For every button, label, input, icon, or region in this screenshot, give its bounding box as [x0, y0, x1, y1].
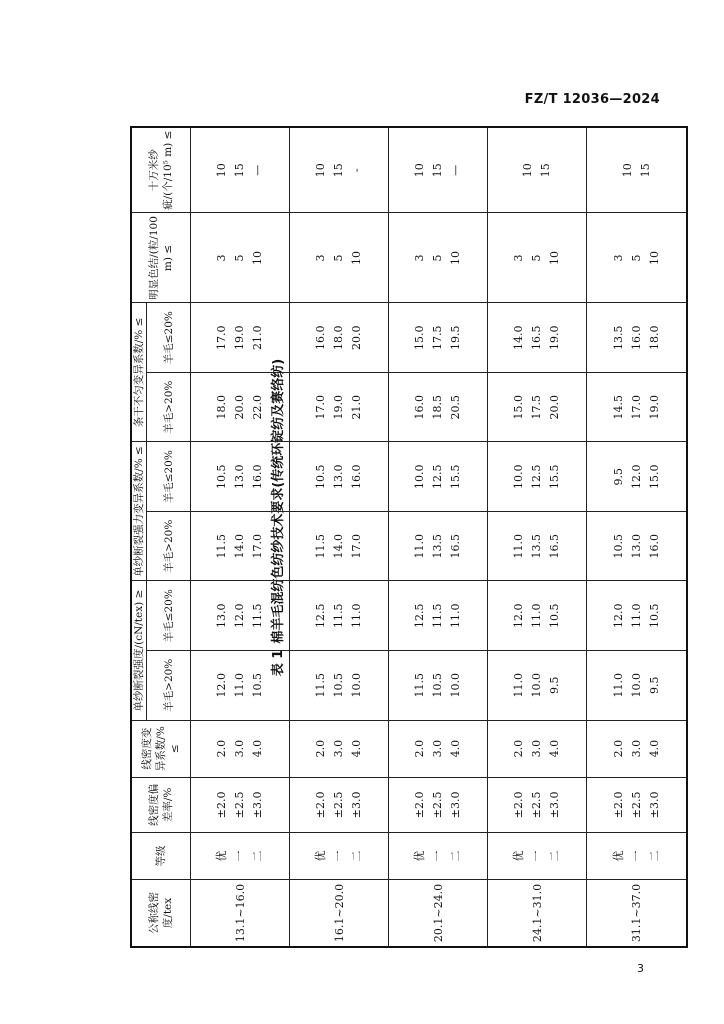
sub-wool-gt20: 羊毛>20% — [147, 372, 191, 442]
strength-cv-gt20-cell: 11.0 13.5 16.5 — [488, 511, 587, 581]
cv-cell: 2.0 3.0 4.0 — [389, 720, 488, 777]
strength-gt20-cell: 12.0 11.0 10.5 — [191, 651, 290, 721]
col-strength-cv: 单纱断裂强力变异系数/% ≤ — [131, 442, 147, 581]
dark-spots-cell: 3 5 10 — [587, 213, 687, 303]
sub-wool-le20: 羊毛≤20% — [147, 303, 191, 373]
cv-cell: 2.0 3.0 4.0 — [488, 720, 587, 777]
strength-le20-cell: 13.0 12.0 11.5 — [191, 581, 290, 651]
grade-cell: 优 一 二 — [587, 833, 687, 880]
evenness-gt20-cell: 18.0 20.0 22.0 — [191, 372, 290, 442]
density-cell: 20.1~24.0 — [389, 880, 488, 947]
col-cv: 线密度变异系数/% ≤ — [131, 720, 191, 777]
table-row-group — [191, 127, 290, 947]
evenness-le20-cell: 13.5 16.0 18.0 — [587, 303, 687, 373]
strength-cv-le20-cell: 10.5 13.0 16.0 — [191, 442, 290, 512]
table-row-group — [389, 127, 488, 947]
requirements-table — [130, 126, 688, 948]
deviation-cell: ±2.0 ±2.5 ±3.0 — [488, 777, 587, 832]
deviation-cell: ±2.0 ±2.5 ±3.0 — [191, 777, 290, 832]
table-row-group — [488, 127, 587, 947]
dark-spots-cell: 3 5 10 — [191, 213, 290, 303]
table-row-group — [587, 127, 687, 947]
grade-cell: 优 一 二 — [191, 833, 290, 880]
col-density: 公称线密度/tex — [131, 880, 191, 947]
grade-cell: 优 一 二 — [488, 833, 587, 880]
neps-cell: 10 15 — — [389, 127, 488, 213]
strength-cv-le20-cell: 10.0 12.5 15.5 — [488, 442, 587, 512]
col-grade: 等级 — [131, 833, 191, 880]
col-deviation: 线密度偏差率/% — [131, 777, 191, 832]
col-evenness-cv: 条干不匀变异系数/% ≤ — [131, 303, 147, 442]
strength-cv-le20-cell: 10.5 13.0 16.0 — [290, 442, 389, 512]
sub-wool-le20: 羊毛≤20% — [147, 581, 191, 651]
evenness-gt20-cell: 15.0 17.5 20.0 — [488, 372, 587, 442]
cv-cell: 2.0 3.0 4.0 — [290, 720, 389, 777]
evenness-gt20-cell: 14.5 17.0 19.0 — [587, 372, 687, 442]
cv-cell: 2.0 3.0 4.0 — [587, 720, 687, 777]
strength-cv-gt20-cell: 11.5 14.0 17.0 — [290, 511, 389, 581]
evenness-le20-cell: 14.0 16.5 19.0 — [488, 303, 587, 373]
evenness-le20-cell: 16.0 18.0 20.0 — [290, 303, 389, 373]
strength-le20-cell: 12.0 11.0 10.5 — [488, 581, 587, 651]
neps-cell: 10 15 - — [290, 127, 389, 213]
header-row-top — [131, 127, 147, 947]
strength-le20-cell: 12.5 11.5 11.0 — [389, 581, 488, 651]
neps-cell: 10 15 — [587, 127, 687, 213]
strength-gt20-cell: 11.5 10.5 10.0 — [290, 651, 389, 721]
deviation-cell: ±2.0 ±2.5 ±3.0 — [389, 777, 488, 832]
dark-spots-cell: 3 5 10 — [290, 213, 389, 303]
evenness-gt20-cell: 17.0 19.0 21.0 — [290, 372, 389, 442]
cv-cell: 2.0 3.0 4.0 — [191, 720, 290, 777]
sub-wool-gt20: 羊毛>20% — [147, 651, 191, 721]
dark-spots-cell: 3 5 10 — [389, 213, 488, 303]
strength-le20-cell: 12.5 11.5 11.0 — [290, 581, 389, 651]
density-cell: 31.1~37.0 — [587, 880, 687, 947]
deviation-cell: ±2.0 ±2.5 ±3.0 — [587, 777, 687, 832]
neps-cell: 10 15 — — [191, 127, 290, 213]
standard-code: FZ/T 12036—2024 — [524, 92, 660, 107]
strength-cv-gt20-cell: 10.5 13.0 16.0 — [587, 511, 687, 581]
rotated-table-wrapper — [130, 126, 688, 948]
table-title: 棉羊毛混纺色纺纱技术要求(传统环锭纺及赛络纺) — [271, 358, 287, 644]
strength-cv-gt20-cell: 11.0 13.5 16.5 — [389, 511, 488, 581]
density-cell: 24.1~31.0 — [488, 880, 587, 947]
sub-wool-gt20: 羊毛>20% — [147, 511, 191, 581]
sub-wool-le20: 羊毛≤20% — [147, 442, 191, 512]
grade-cell: 优 一 二 — [290, 833, 389, 880]
strength-cv-gt20-cell: 11.5 14.0 17.0 — [191, 511, 290, 581]
grade-cell: 优 一 二 — [389, 833, 488, 880]
strength-le20-cell: 12.0 11.0 10.5 — [587, 581, 687, 651]
density-cell: 13.1~16.0 — [191, 880, 290, 947]
strength-cv-le20-cell: 9.5 12.0 15.0 — [587, 442, 687, 512]
deviation-cell: ±2.0 ±2.5 ±3.0 — [290, 777, 389, 832]
page-number: 3 — [637, 962, 644, 975]
neps-cell: 10 15 — [488, 127, 587, 213]
density-cell: 16.1~20.0 — [290, 880, 389, 947]
strength-gt20-cell: 11.0 10.0 9.5 — [587, 651, 687, 721]
evenness-le20-cell: 15.0 17.5 19.5 — [389, 303, 488, 373]
dark-spots-cell: 3 5 10 — [488, 213, 587, 303]
table-row-group — [290, 127, 389, 947]
strength-gt20-cell: 11.0 10.0 9.5 — [488, 651, 587, 721]
col-neps: 十万米纱疵/(个/10⁵ m) ≤ — [131, 127, 191, 213]
strength-cv-le20-cell: 10.0 12.5 15.5 — [389, 442, 488, 512]
col-dark-spots: 明显色结/(粒/100 m) ≤ — [131, 213, 191, 303]
table-number: 表 1 — [271, 649, 287, 677]
col-strength: 单纱断裂强度/(cN/tex) ≥ — [131, 581, 147, 720]
evenness-le20-cell: 17.0 19.0 21.0 — [191, 303, 290, 373]
evenness-gt20-cell: 16.0 18.5 20.5 — [389, 372, 488, 442]
strength-gt20-cell: 11.5 10.5 10.0 — [389, 651, 488, 721]
